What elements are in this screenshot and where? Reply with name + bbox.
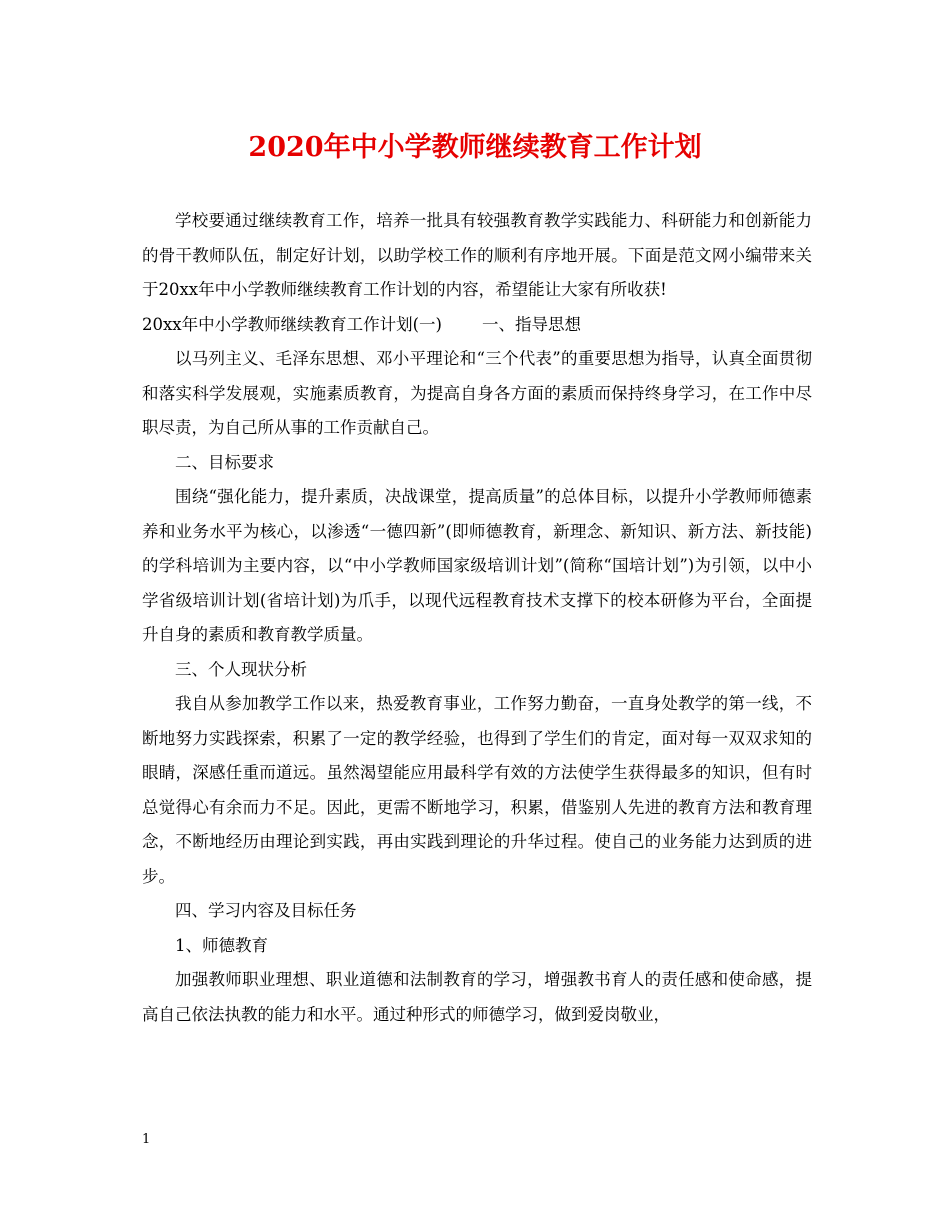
page-number: 1: [142, 1132, 151, 1147]
intro-paragraph: 学校要通过继续教育工作，培养一批具有较强教育教学实践能力、科研能力和创新能力的骨干教师队伍，制定好计划，以助学校工作的顺利有序地开展。下面是范文网小编带来关于20xx年中小学教师继续教育工作计划的内容，希望能让大家有所收获!: [142, 211, 812, 299]
subsection-heading-ethics: 1、师德教育: [175, 935, 268, 955]
section-heading-learning-content: 四、学习内容及目标任务: [175, 901, 357, 920]
document-body: [142, 204, 812, 1032]
guiding-ideology-paragraph: 以马列主义、毛泽东思想、邓小平理论和“三个代表”的重要思想为指导，认真全面贯彻和落实科学发展观，实施素质教育，为提高自身各方面的素质而保持终身学习，在工作中尽职尽责，为自己所从事的工作贡献自己。: [142, 349, 812, 437]
section-heading-goals: 二、目标要求: [175, 452, 274, 472]
section-heading-personal-analysis: 三、个人现状分析: [175, 659, 307, 679]
goals-paragraph: 围绕“强化能力，提升素质，决战课堂，提高质量”的总体目标，以提升小学教师师德素养和业务水平为核心，以渗透“一德四新”(即师德教育，新理念、新知识、新方法、新技能)的学科培训为主要内容，以“中小学教师国家级培训计划”(简称“国培计划”)为引领，以中小学省级培训计划(省培计划)为爪手，以现代远程教育技术支撑下的校本研修为平台，全面提升自身的素质和教育教学质量。: [142, 487, 812, 644]
ethics-paragraph: 加强教师职业理想、职业道德和法制教育的学习，增强教书育人的责任感和使命感，提高自己依法执教的能力和水平。通过种形式的师德学习，做到爱岗敬业，: [142, 970, 812, 1024]
plan-subheading-line: [142, 308, 812, 343]
document-title: 2020年中小学教师继续教育工作计划: [248, 132, 702, 163]
personal-analysis-paragraph: 我自从参加教学工作以来，热爱教育事业，工作努力勤奋，一直身处教学的第一线，不断地努力实践探索，积累了一定的教学经验，也得到了学生们的肯定，面对每一双双求知的眼睛，深感任重而道远。虽然渴望能应用最科学有效的方法使学生获得最多的知识，但有时总觉得心有余而力不足。因此，更需不断地学习，积累，借鉴别人先进的教育方法和教育理念，不断地经历由理论到实践，再由实践到理论的升华过程。使自己的业务能力达到质的进步。: [142, 694, 812, 886]
plan-title-inline: 20xx年中小学教师继续教育工作计划(一): [142, 314, 442, 334]
section-heading-guiding-ideology: 一、指导思想: [481, 314, 581, 334]
